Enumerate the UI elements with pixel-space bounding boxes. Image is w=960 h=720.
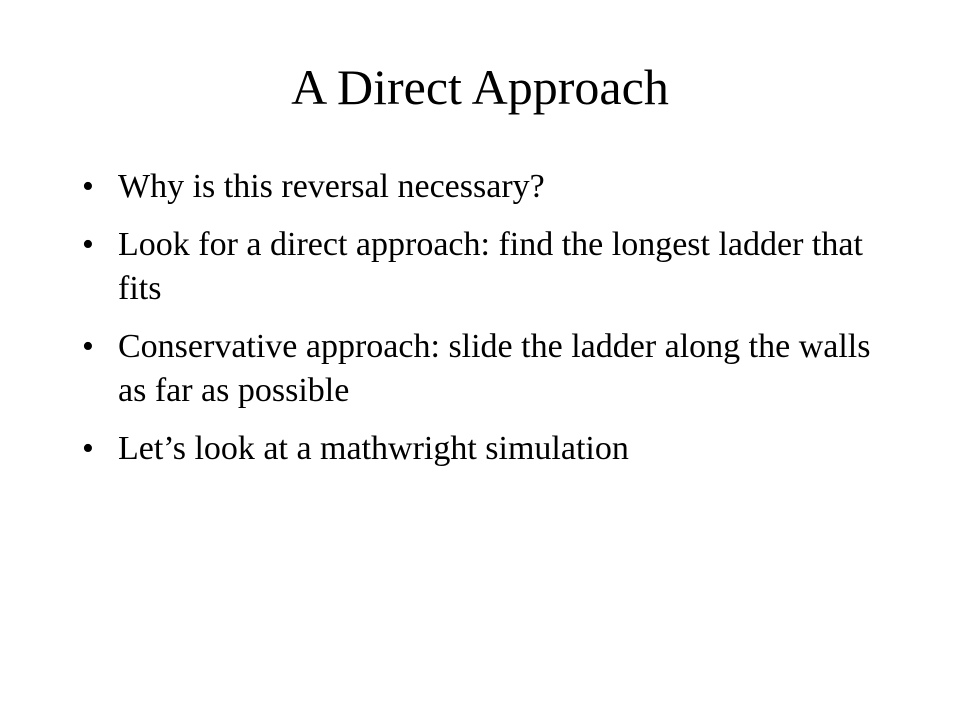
bullet-marker: • — [82, 328, 94, 365]
bullet-text: Conservative approach: slide the ladder along the walls as far as possible — [118, 328, 871, 409]
bullet-text: Why is this reversal necessary? — [118, 168, 545, 205]
bullet-item — [82, 223, 882, 311]
bullet-item — [82, 427, 882, 471]
bullet-text: Look for a direct approach: find the longest ladder that fits — [118, 226, 863, 307]
bullet-item — [82, 325, 882, 413]
bullet-text: Let’s look at a mathwright simulation — [118, 430, 629, 467]
bullet-marker: • — [82, 226, 94, 263]
slide-title: A Direct Approach — [291, 59, 669, 115]
bullet-list — [82, 165, 882, 485]
bullet-marker: • — [82, 430, 94, 467]
bullet-marker: • — [82, 168, 94, 205]
bullet-item — [82, 165, 882, 209]
